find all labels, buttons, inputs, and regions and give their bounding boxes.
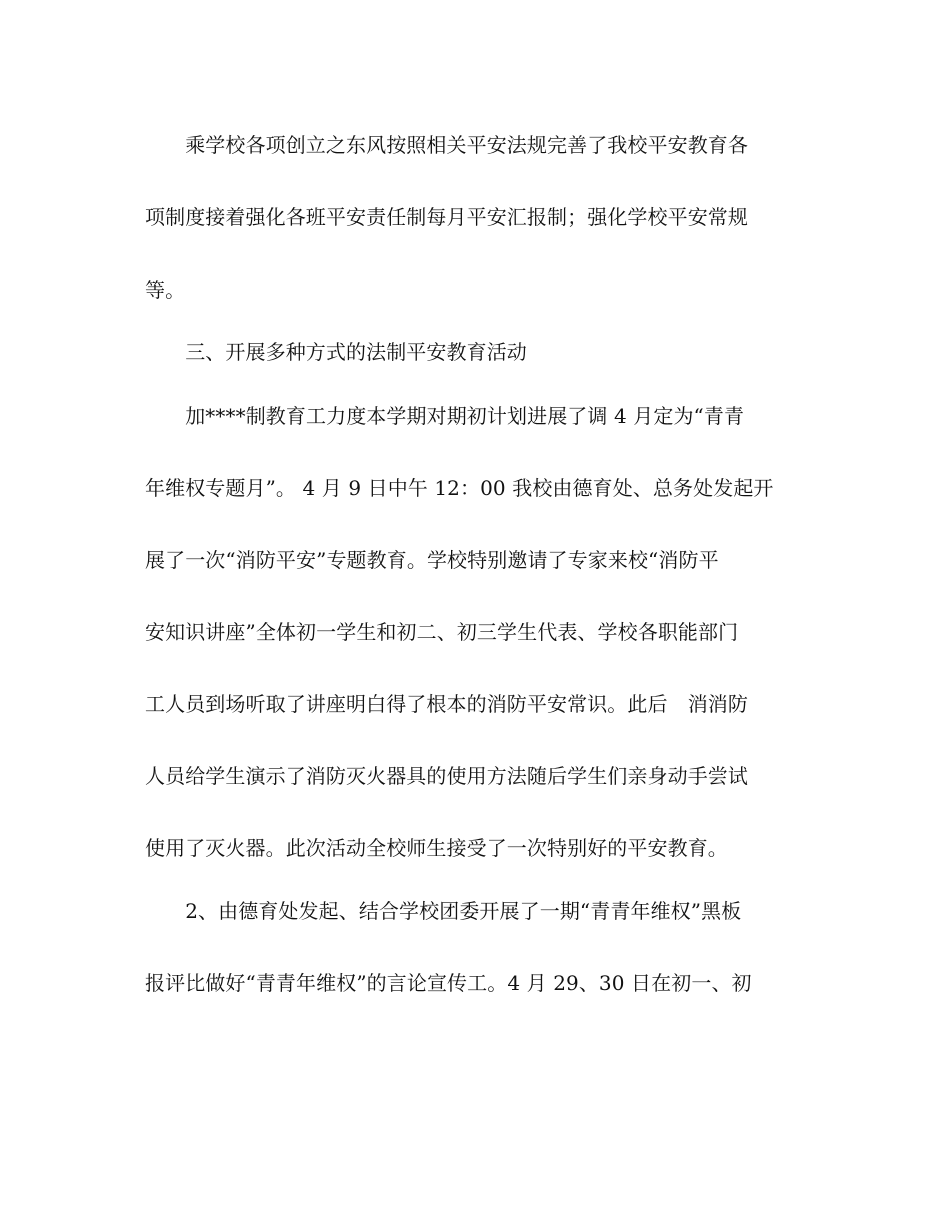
paragraph-line: 安知识讲座”全体初一学生和初二、初三学生代表、学校各职能部门 xyxy=(145,620,739,644)
paragraph-line: 年维权专题月”。 4 月 9 日中午 12：00 我校由德育处、总务处发起开 xyxy=(145,476,774,500)
paragraph-line: 2、由德育处发起、结合学校团委开展了一期“青青年维权”黑板 xyxy=(145,899,742,923)
section-heading: 三、开展多种方式的法制平安教育活动 xyxy=(145,340,527,364)
paragraph-line: 乘学校各项创立之东风按照相关平安法规完善了我校平安教育各 xyxy=(145,133,748,157)
paragraph-line: 等。 xyxy=(145,278,186,302)
paragraph-line: 人员给学生演示了消防灭火器具的使用方法随后学生们亲身动手尝试 xyxy=(145,764,748,788)
paragraph-line: 使用了灭火器。此次活动全校师生接受了一次特别好的平安教育。 xyxy=(145,836,728,860)
paragraph-line: 报评比做好“青青年维权”的言论宣传工。4 月 29、30 日在初一、初 xyxy=(145,971,752,995)
paragraph-line: 项制度接着强化各班平安责任制每月平安汇报制；强化学校平安常规 xyxy=(145,205,748,229)
paragraph-line: 加****制教育工力度本学期对期初计划进展了调 4 月定为“青青 xyxy=(145,404,745,428)
paragraph-line: 工人员到场听取了讲座明白得了根本的消防平安常识。此后 消消防 xyxy=(145,692,748,716)
paragraph-line: 展了一次“消防平安”专题教育。学校特别邀请了专家来校“消防平 xyxy=(145,548,719,572)
